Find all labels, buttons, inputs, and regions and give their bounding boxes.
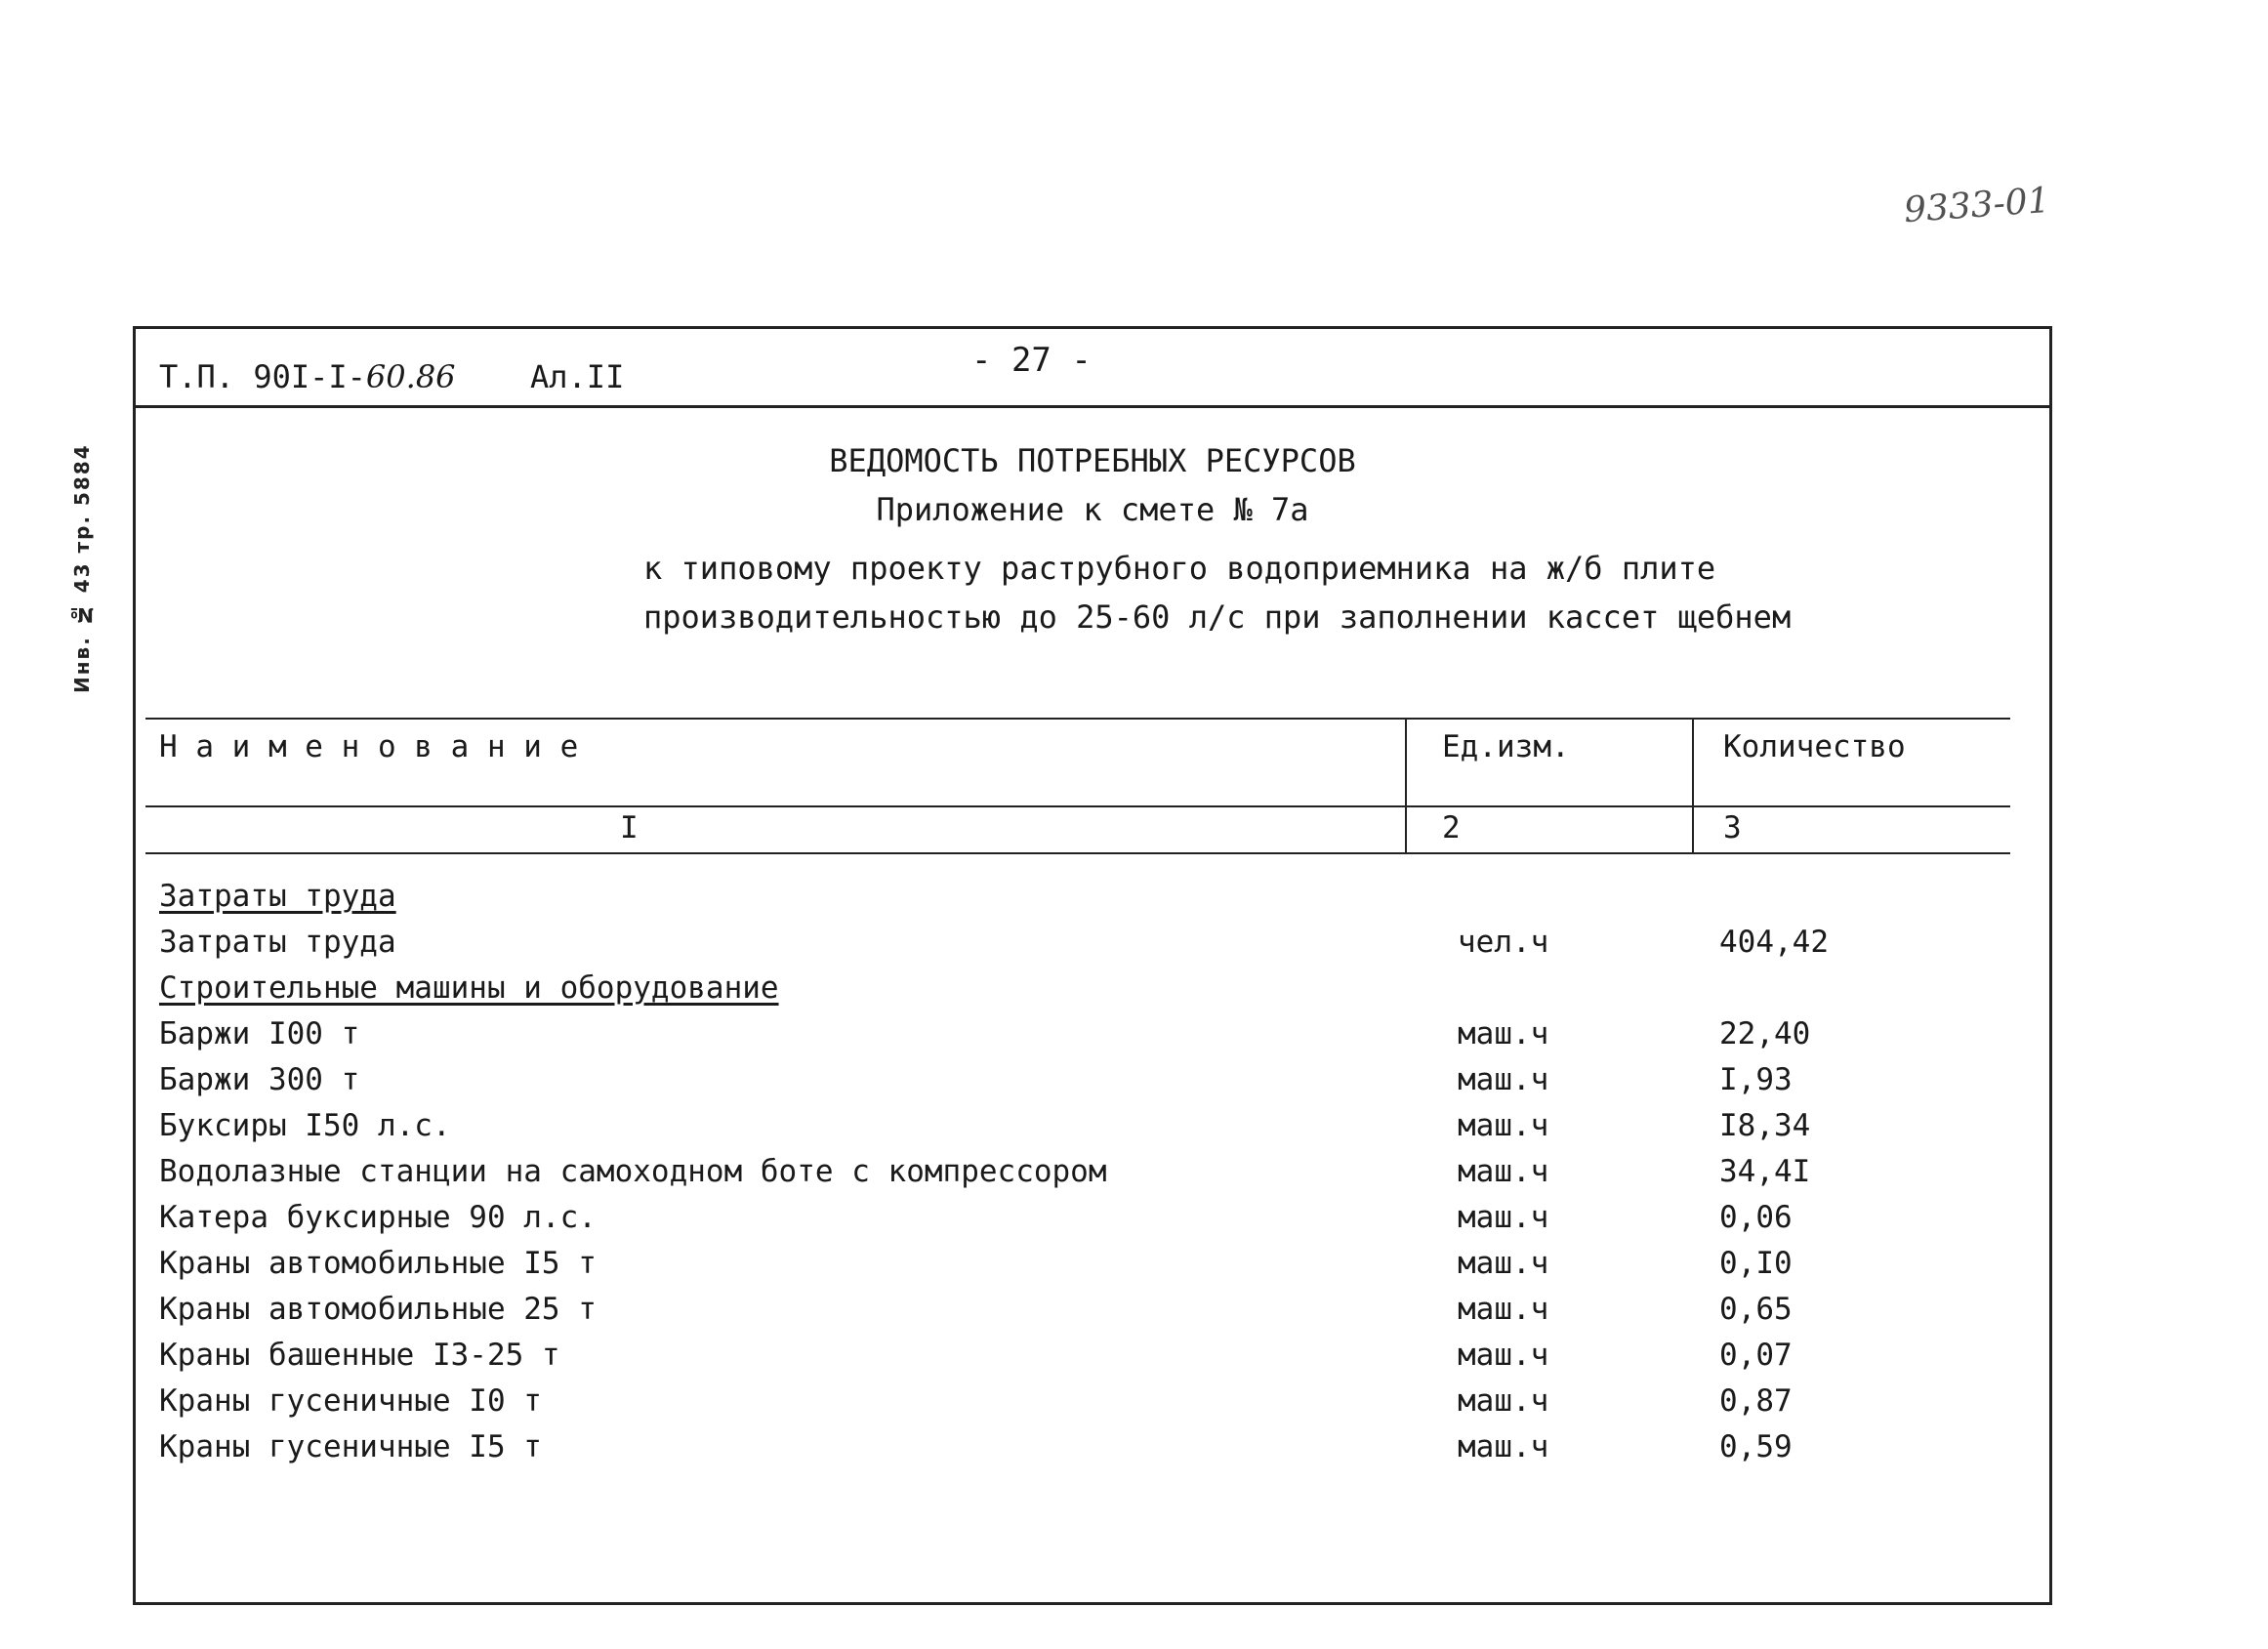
table-row (159, 1103, 2014, 1149)
table-row (159, 1424, 2014, 1470)
row-unit: маш.ч (1458, 1292, 1549, 1327)
row-name: Краны автомобильные 25 т (159, 1292, 597, 1327)
row-unit: маш.ч (1458, 1338, 1549, 1373)
table-row (159, 874, 2014, 920)
row-name: Краны гусеничные I0 т (159, 1383, 542, 1419)
document-subtitle-line2: производительностью до 25-60 л/с при заполнении кассет щебнем (643, 598, 1792, 636)
row-name: Краны гусеничные I5 т (159, 1429, 542, 1464)
table-top-rule (145, 718, 2010, 720)
column-number-1: I (620, 810, 639, 845)
column-header-unit: Ед.изм. (1442, 729, 1570, 764)
row-name: Баржи I00 т (159, 1016, 360, 1051)
table-header-rule (145, 805, 2010, 807)
row-quantity: 0,59 (1719, 1429, 1793, 1464)
row-unit: маш.ч (1458, 1246, 1549, 1281)
row-unit: маш.ч (1458, 1429, 1549, 1464)
row-name: Затраты труда (159, 925, 396, 960)
row-name: Баржи 300 т (159, 1062, 360, 1097)
table-row (159, 966, 2014, 1011)
row-quantity: 22,40 (1719, 1016, 1811, 1051)
document-appendix: Приложение к смете № 7а (876, 491, 1309, 528)
resource-table-body (159, 874, 2014, 1470)
row-quantity: 0,65 (1719, 1292, 1793, 1327)
row-unit: маш.ч (1458, 1108, 1549, 1143)
row-name: Краны автомобильные I5 т (159, 1246, 597, 1281)
row-unit: маш.ч (1458, 1383, 1549, 1419)
row-name: Буксиры I50 л.с. (159, 1108, 451, 1143)
document-code-prefix: Т.П. 90I-I- (159, 358, 366, 395)
table-row (159, 1195, 2014, 1241)
column-number-3: 3 (1723, 810, 1742, 845)
table-row (159, 1149, 2014, 1195)
table-row (159, 920, 2014, 966)
table-row (159, 1379, 2014, 1424)
row-name: Краны башенные I3-25 т (159, 1338, 560, 1373)
row-name: Строительные машины и оборудование (159, 970, 779, 1006)
document-sheet (133, 326, 2052, 1605)
row-quantity: 0,I0 (1719, 1246, 1793, 1281)
document-subtitle-line1: к типовому проекту раструбного водоприемника на ж/б плите (643, 550, 1716, 587)
document-title: ВЕДОМОСТЬ ПОТРЕБНЫХ РЕСУРСОВ (829, 442, 1356, 479)
column-divider-1 (1405, 718, 1407, 854)
row-unit: маш.ч (1458, 1154, 1549, 1189)
table-row (159, 1333, 2014, 1379)
table-row (159, 1011, 2014, 1057)
column-divider-2 (1692, 718, 1694, 854)
column-header-name: Н а и м е н о в а н и е (159, 729, 579, 764)
row-name: Затраты труда (159, 879, 396, 914)
document-code-handwritten: 60.86 (365, 358, 456, 395)
corner-handwritten-note: 9333-01 (1902, 180, 2051, 231)
page-number: - 27 - (971, 341, 1092, 380)
table-numbers-rule (145, 852, 2010, 854)
album-number: Ал.II (530, 358, 625, 395)
row-quantity: 0,87 (1719, 1383, 1793, 1419)
table-row (159, 1057, 2014, 1103)
column-number-2: 2 (1442, 810, 1461, 845)
row-quantity: 0,07 (1719, 1338, 1793, 1373)
document-code (159, 358, 456, 395)
row-unit: маш.ч (1458, 1200, 1549, 1235)
row-quantity: I,93 (1719, 1062, 1793, 1097)
row-unit: маш.ч (1458, 1062, 1549, 1097)
row-unit: маш.ч (1458, 1016, 1549, 1051)
header-divider (136, 405, 2049, 408)
side-inventory-stamp: Инв. № 43 тр. 5884 (70, 443, 94, 693)
row-name: Водолазные станции на самоходном боте с компрессором (159, 1154, 1107, 1189)
row-quantity: I8,34 (1719, 1108, 1811, 1143)
row-unit: чел.ч (1458, 925, 1549, 960)
table-row (159, 1241, 2014, 1287)
row-name: Катера буксирные 90 л.с. (159, 1200, 597, 1235)
row-quantity: 404,42 (1719, 925, 1829, 960)
row-quantity: 34,4I (1719, 1154, 1811, 1189)
column-header-quantity: Количество (1723, 729, 1906, 764)
table-row (159, 1287, 2014, 1333)
row-quantity: 0,06 (1719, 1200, 1793, 1235)
